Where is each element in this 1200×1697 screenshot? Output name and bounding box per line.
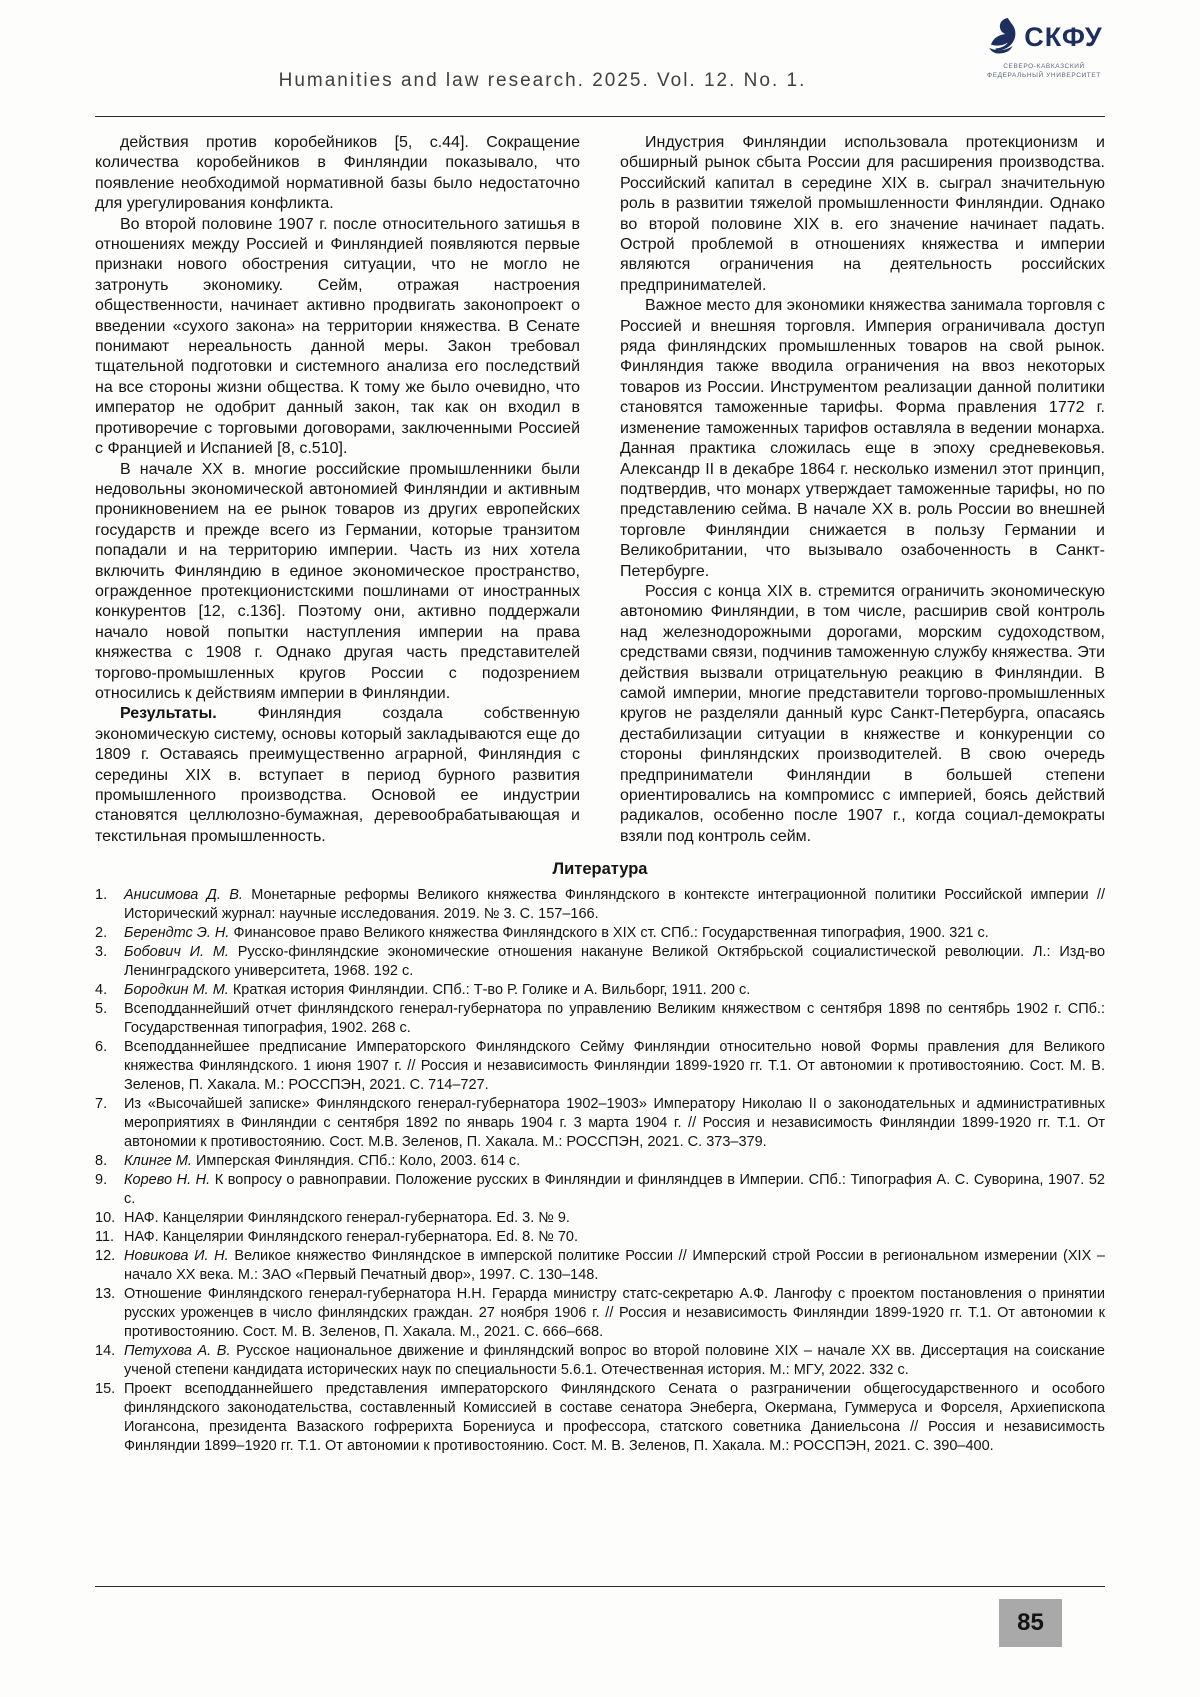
paragraph-text: Во второй половине 1907 г. после относительного затишья в отношениях между Россией и Финляндией появляются первые признаки нового обострения ситуации, что не могло не затронуть экономику. Сейм, отражая настроения общественности, начинает активно продвигать законопроект о введении «сухого закона» на территории княжества. В Сенате понимают нереальность данной меры. Закон требовал тщательной подготовки и системного анализа его последствий на все стороны жизни общества. К тому же было очевидно, что император не одобрит данный закон, так как он входил в противоречие с торговыми договорами, заключенными Россией с Францией и Испанией [8, с.510]. xyxy=(95,215,580,458)
reference-text xyxy=(124,1152,1105,1171)
reference-number: 4. xyxy=(95,982,108,999)
reference-item xyxy=(95,1000,1105,1038)
reference-number: 10. xyxy=(95,1210,116,1227)
reference-author: Берендтс Э. Н. xyxy=(124,925,230,942)
reference-item xyxy=(95,1342,1105,1380)
paragraph-lead: Результаты. xyxy=(120,705,217,723)
reference-text xyxy=(124,943,1105,981)
reference-text xyxy=(124,1228,1105,1247)
references-heading: Литература xyxy=(552,860,648,879)
right-column xyxy=(620,133,1105,847)
reference-author: Новикова И. Н. xyxy=(124,1248,229,1265)
reference-item xyxy=(95,1038,1105,1095)
reference-item xyxy=(95,943,1105,981)
reference-number: 5. xyxy=(95,1001,108,1018)
reference-item xyxy=(95,981,1105,1000)
reference-body: Великое княжество Финляндское в имперской политике России // Имперский строй России в региональном измерении (XIX – начало XX века. М.: ЗАО «Первый Печатный двор», 1997. С. 130–148. xyxy=(124,1248,1105,1284)
reference-number: 2. xyxy=(95,925,108,942)
left-column xyxy=(95,133,580,847)
reference-body: К вопросу о равноправии. Положение русских в Финляндии и финляндцев в Империи. СПб.: Типография А. С. Суворина, 1907. 52 с. xyxy=(124,1172,1105,1208)
reference-text xyxy=(124,886,1105,924)
reference-item xyxy=(95,886,1105,924)
reference-number: 11. xyxy=(95,1229,115,1246)
university-logo-acronym: СКФУ xyxy=(1024,22,1103,52)
reference-number: 7. xyxy=(95,1096,108,1113)
page-main xyxy=(95,133,1105,1456)
reference-item xyxy=(95,1228,1105,1247)
reference-author: Анисимова Д. В. xyxy=(124,887,243,904)
university-logo-top xyxy=(983,16,1105,59)
reference-number: 8. xyxy=(95,1153,108,1170)
reference-body: Финансовое право Великого княжества Финляндского в XIX ст. СПб.: Государственная типография, 1900. 321 с. xyxy=(229,925,989,942)
reference-item xyxy=(95,1171,1105,1209)
reference-text xyxy=(124,1171,1105,1209)
paragraph xyxy=(95,460,580,705)
reference-author: Бобович И. М. xyxy=(124,944,229,961)
paragraph-text: Важное место для экономики княжества занимала торговля с Россией и внешняя торговля. Империя ограничивала доступ ряда финляндских промышленных товаров на свой рынок. Финляндия также вводила ограничения на ввоз некоторых товаров из России. Инструментом реализации данной политики становятся таможенные тарифы. Форма правления 1772 г. изменение таможенных тарифов оставляла в ведении монарха. Данная практика сложилась еще в эпоху средневековья. Александр II в декабре 1864 г. несколько изменил этот принцип, подтвердив, что монарх утверждает таможенные тарифы, но по представлению сейма. В начале XX в. роль России во внешней торговле Финляндии снижается в пользу Германии и Великобритании, что вызывало озабоченность в Санкт-Петербурге. xyxy=(620,297,1105,580)
reference-body: Русско-финляндские экономические отношения накануне Великой Октябрьской социалистической революции. Л.: Изд-во Ленинградского университета, 1968. 192 с. xyxy=(124,944,1106,980)
journal-title: Humanities and law research. 2025. Vol. 12. No. 1. xyxy=(278,70,807,91)
reference-body: Всеподданнейшее предписание Императорского Финляндского Сейму Финляндии относительно новой Формы правления для Великого княжества Финляндского. 1 июня 1907 г. // Россия и независимость Финляндии 1899-1920 гг. Т.1. От автономии к противостоянию. Сост. М. В. Зеленов, П. Хакала. М.: РОССПЭН, 2021. С. 714–727. xyxy=(124,1039,1105,1094)
page-number: 85 xyxy=(999,1599,1062,1647)
reference-item xyxy=(95,924,1105,943)
reference-item xyxy=(95,1209,1105,1228)
reference-number: 13. xyxy=(95,1286,116,1303)
reference-number: 15. xyxy=(95,1381,116,1398)
reference-body: Всеподданнейший отчет финляндского генерал-губернатора по управлению Великим княжеством с сентября 1898 по сентябрь 1902 г. СПб.: Государственная типография, 1902. 268 с. xyxy=(124,1001,1105,1037)
reference-body: Из «Высочайшей записке» Финляндского генерал-губернатора 1902–1903» Императору Николаю II о законодательных и административных мероприятиях в Финляндии с сентября 1892 по январь 1904 г. 3 марта 1904 г. // Россия и независимость Финляндии 1899-1920 гг. Т.1. От автономии к противостоянию. Сост. М.В. Зеленов, П. Хакала. М.: РОССПЭН, 2021. С. 373–379. xyxy=(124,1096,1105,1151)
footer-rule xyxy=(95,1586,1105,1587)
reference-author: Петухова А. В. xyxy=(124,1343,231,1360)
references-list xyxy=(95,886,1105,1456)
reference-body: Краткая история Финляндии. СПб.: Т-во Р. Голике и А. Вильборг, 1911. 200 с. xyxy=(228,982,751,999)
reference-number: 1. xyxy=(95,887,108,904)
reference-text xyxy=(124,1342,1105,1380)
reference-item xyxy=(95,1095,1105,1152)
reference-text xyxy=(124,1095,1105,1152)
paragraph xyxy=(95,215,580,460)
paragraph xyxy=(620,133,1105,296)
reference-text xyxy=(124,981,1105,1000)
reference-body: Русское национальное движение и финляндский вопрос во второй половине XIX – начале XX вв. Диссертация на соискание ученой степени кандидата исторических наук по специальности 5.6.1. Отечественная история. М.: МГУ, 2022. 332 с. xyxy=(124,1343,1105,1379)
reference-author: Корево Н. Н. xyxy=(124,1172,211,1189)
paragraph xyxy=(620,582,1105,847)
paragraph xyxy=(95,704,580,847)
paragraph xyxy=(95,133,580,215)
reference-number: 9. xyxy=(95,1172,108,1189)
reference-text xyxy=(124,1038,1105,1095)
university-logo-subtitle xyxy=(983,62,1105,81)
reference-author: Клинге М. xyxy=(124,1153,192,1170)
university-logo-subtitle-line1: СЕВЕРО-КАВКАЗСКИЙ xyxy=(1003,63,1085,70)
paragraph-text: Индустрия Финляндии использовала протекционизм и обширный рынок сбыта России для расширения производства. Российский капитал в середине XIX в. сыграл значительную роль в развитии тяжелой промышленности Финляндии. Однако во второй половине XIX в. его значение начинает падать. Острой проблемой в отношениях княжества и империи являются ограничения на деятельность российских предпринимателей. xyxy=(620,134,1105,294)
reference-body: Имперская Финляндия. СПб.: Коло, 2003. 614 с. xyxy=(191,1153,521,1170)
reference-body: Отношение Финляндского генерал-губернатора Н.Н. Герарда министру статс-секретарю А.Ф. Лангофу с проектом постановления о принятии русских уроженцев в число финляндских граждан. 27 ноября 1906 г. // Россия и независимость Финляндии 1899-1920 гг. Т.1. От автономии к противостоянию. Сост. М. В. Зеленов, П. Хакала. М., 2021. С. 666–668. xyxy=(124,1286,1105,1341)
reference-number: 12. xyxy=(95,1248,116,1265)
reference-number: 14. xyxy=(95,1343,116,1360)
paragraph xyxy=(620,296,1105,582)
reference-text xyxy=(124,1209,1105,1228)
page-header xyxy=(95,0,1105,117)
reference-text xyxy=(124,1000,1105,1038)
reference-item xyxy=(95,1285,1105,1342)
reference-text xyxy=(124,924,1105,943)
reference-item xyxy=(95,1152,1105,1171)
reference-body: Проект всеподданнейшего представления императорского Финляндского Сената о разграничении общегосударственного и особого финляндского законодательства, составленный Комиссией в составе сенатора Энеберга, Окермана, Гуммеруса и Форселя, Архиепископа Иогансона, президента Вазаского гофрерихта Борениуса и профессора, статского советника Даниельсона // Россия и независимость Финляндии 1899–1920 гг. Т.1. От автономии к противостоянию. Сост. М. В. Зеленов, П. Хакала. М.: РОССПЭН, 2021. С. 390–400. xyxy=(124,1381,1105,1455)
reference-body: НАФ. Канцелярии Финляндского генерал-губернатора. Ed. 8. № 70. xyxy=(124,1229,579,1246)
article-body xyxy=(95,133,1105,847)
reference-author: Бородкин М. М. xyxy=(124,982,229,999)
paragraph-text: Финляндия создала собственную экономическую систему, основы который закладываются еще до 1809 г. Оставаясь преимущественно аграрной, Финляндия с середины XIX в. вступает в период бурного развития промышленного производства. Основой ее индустрии становятся целлюлозно-бумажная, деревообрабатывающая и текстильная промышленность. xyxy=(95,705,580,845)
reference-item xyxy=(95,1380,1105,1456)
paragraph-text: действия против коробейников [5, с.44]. Сокращение количества коробейников в Финляндии показывало, что появление необходимой нормативной базы было недостаточно для урегулирования конфликта. xyxy=(95,134,580,213)
reference-body: Монетарные реформы Великого княжества Финляндского в контексте интеграционной политики Российской империи // Исторический журнал: научные исследования. 2019. № 3. С. 157–166. xyxy=(124,887,1105,923)
reference-body: НАФ. Канцелярии Финляндского генерал-губернатора. Ed. 3. № 9. xyxy=(124,1210,570,1227)
reference-text xyxy=(124,1285,1105,1342)
reference-item xyxy=(95,1247,1105,1285)
swan-logo-icon xyxy=(985,16,1021,59)
paragraph-text: В начале XX в. многие российские промышленники были недовольны экономической автономией Финляндии и активным проникновением на ее рынок товаров из других европейских государств и прежде всего из Германии, которые транзитом попадали и на территорию империи. Часть из них хотела включить Финляндию в единое экономическое пространство, огражденное протекционистскими пошлинами от иностранных конкурентов [12, с.136]. Поэтому они, активно поддержали начало новой попытки наступления империи на права княжества с 1908 г. Однако другая часть представителей торгово-промышленных кругов России с подозрением относились к действиям империи в Финляндии. xyxy=(95,460,580,702)
reference-number: 3. xyxy=(95,944,108,961)
university-logo-subtitle-line2: ФЕДЕРАЛЬНЫЙ УНИВЕРСИТЕТ xyxy=(987,72,1101,80)
reference-text xyxy=(124,1380,1105,1456)
reference-text xyxy=(124,1247,1105,1285)
paragraph-text: Россия с конца XIX в. стремится ограничить экономическую автономию Финляндии, в том числе, расширив свой контроль над железнодорожными дорогами, морским судоходством, средствами связи, подчинив таможенную службу княжества. Эти действия вызвали отрицательную реакцию в Финляндии. В самой империи, многие представители торгово-промышленных кругов не разделяли данный курс Санкт-Петербурга, опасаясь дестабилизации ситуации в княжестве и конкуренции со стороны финляндских производителей. В свою очередь предприниматели Финляндии в большей степени ориентировались на компромисс с империей, боясь действий радикалов, особенно после 1907 г., когда социал-демократы взяли под контроль сейм. xyxy=(620,582,1105,845)
reference-number: 6. xyxy=(95,1039,108,1056)
university-logo xyxy=(983,16,1105,81)
